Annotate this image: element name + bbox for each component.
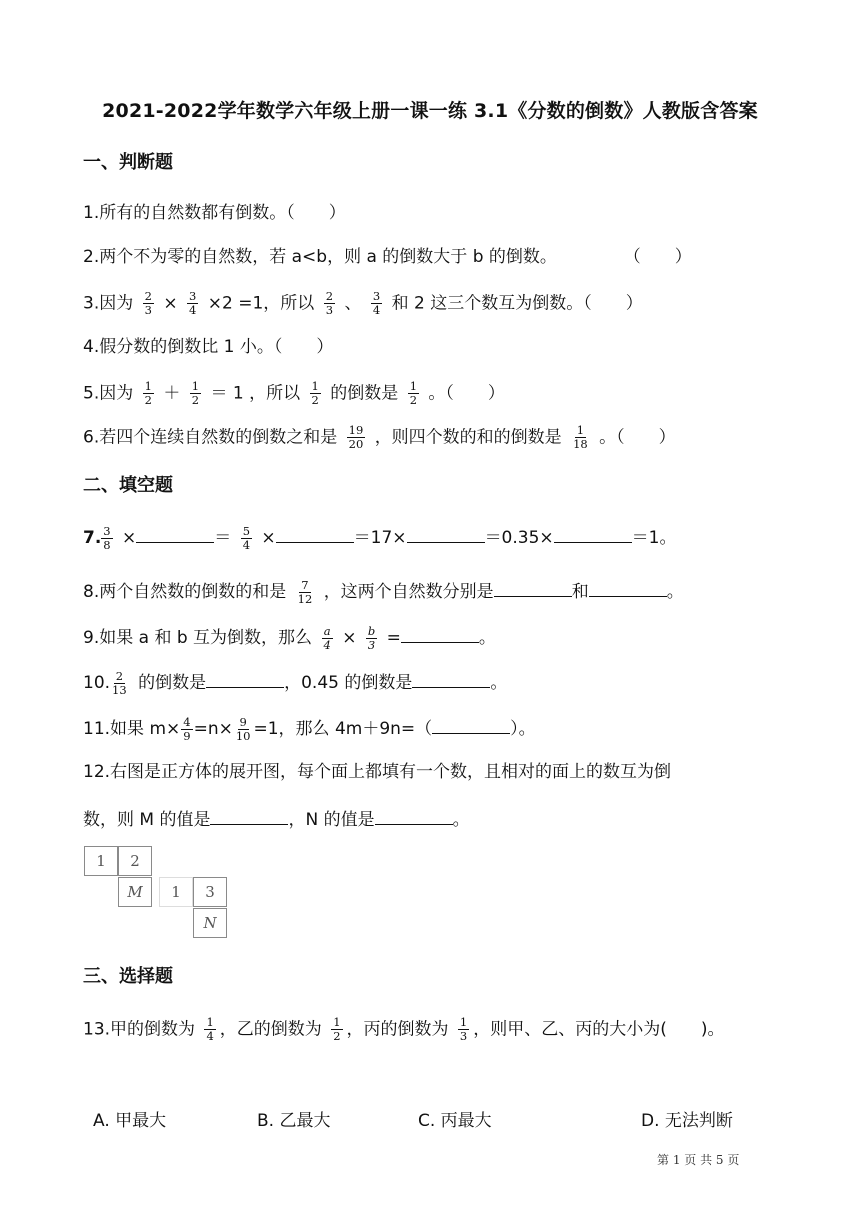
question-3-text-c: 和 2 这三个数互为倒数。（ ） <box>391 293 643 314</box>
question-11 <box>83 715 536 743</box>
question-3-text-a: 3.因为 <box>83 293 134 314</box>
fraction <box>331 1016 342 1043</box>
numerator: a <box>323 623 331 638</box>
question-8-text-a: 8.两个自然数的倒数的和是 <box>83 582 287 602</box>
answer-blank[interactable] <box>412 669 490 688</box>
fraction <box>143 290 154 317</box>
fraction <box>310 380 321 407</box>
fraction <box>234 716 253 743</box>
fraction <box>324 290 335 317</box>
denominator: 4 <box>372 303 381 317</box>
question-10 <box>83 669 507 697</box>
cube-face: 1 <box>159 877 193 907</box>
question-5-text-a: 5.因为 <box>83 383 134 404</box>
answer-blank[interactable] <box>206 669 284 688</box>
question-7 <box>83 524 677 552</box>
denominator: 2 <box>409 393 418 407</box>
denominator: 2 <box>144 393 152 407</box>
question-5-text-b: ＝ 1 ，所以 <box>210 383 301 404</box>
question-12-text-b: ，N 的值是 <box>288 810 375 830</box>
cube-face-m: M <box>118 877 152 907</box>
question-5-text-d: 。（ ） <box>428 383 505 404</box>
fraction <box>190 380 201 407</box>
question-6-text-a: 6.若四个连续自然数的倒数之和是 <box>83 427 338 448</box>
question-12-text-c: 。 <box>452 810 470 830</box>
answer-blank[interactable] <box>136 524 214 543</box>
question-9-text-d: 。 <box>478 628 496 648</box>
equals-sign: ＝ <box>214 528 232 548</box>
answer-blank[interactable] <box>375 806 453 825</box>
question-7-text-g: ＝1。 <box>631 528 677 548</box>
fraction <box>143 380 154 407</box>
document-title: 2021-2022学年数学六年级上册一课一练 3.1《分数的倒数》人教版含答案 <box>102 100 758 122</box>
numerator: 1 <box>191 379 200 393</box>
question-13-text-d: ，则甲、乙、丙的大小为( )。 <box>473 1019 725 1040</box>
question-13-text-c: ，丙的倒数为 <box>346 1019 449 1040</box>
option-b[interactable]: B. 乙最大 <box>257 1111 331 1131</box>
denominator: 4 <box>323 637 331 652</box>
question-13 <box>83 1016 725 1043</box>
question-10-text-d: 。 <box>490 673 508 693</box>
fraction <box>408 380 419 407</box>
question-8-text-b: ，这两个自然数分别是 <box>323 582 494 602</box>
question-8-text-d: 。 <box>666 582 684 602</box>
numerator: 5 <box>242 523 251 538</box>
answer-blank[interactable] <box>401 624 479 643</box>
question-10-text-c: ，0.45 的倒数是 <box>284 673 413 693</box>
numerator: 1 <box>409 379 418 393</box>
answer-blank[interactable] <box>494 578 572 597</box>
question-7-text-e: ＝17× <box>353 528 407 548</box>
fraction <box>366 625 377 652</box>
section-heading-true-false: 一、判断题 <box>83 152 173 173</box>
section-heading-fill-blank: 二、填空题 <box>83 475 173 496</box>
question-11-text-d: ）。 <box>510 719 536 739</box>
numerator: 7 <box>301 577 309 592</box>
denominator: 4 <box>242 537 251 552</box>
answer-blank[interactable] <box>210 806 288 825</box>
answer-blank[interactable] <box>554 524 632 543</box>
denominator: 4 <box>206 1029 214 1043</box>
cube-face-n: N <box>193 908 227 938</box>
question-13-text-b: ，乙的倒数为 <box>219 1019 322 1040</box>
numerator: 2 <box>325 289 334 303</box>
answer-blank[interactable] <box>276 524 354 543</box>
fraction <box>571 424 590 451</box>
times-sign: × <box>342 628 357 648</box>
question-13-text-a: 13.甲的倒数为 <box>83 1019 196 1040</box>
option-d[interactable]: D. 无法判断 <box>641 1111 733 1131</box>
question-11-text-c: =1，那么 4m＋9n=（ <box>253 719 433 739</box>
plus-sign: ＋ <box>163 383 181 404</box>
question-2 <box>83 245 692 269</box>
question-12-text-a: 数，则 M 的值是 <box>83 810 211 830</box>
fraction <box>181 716 192 743</box>
numerator: 9 <box>239 714 247 729</box>
denominator: 3 <box>459 1029 468 1043</box>
question-4: 4.假分数的倒数比 1 小。（ ） <box>83 337 334 357</box>
fraction <box>458 1016 469 1043</box>
option-a[interactable]: A. 甲最大 <box>93 1111 167 1131</box>
question-2-text: 2.两个不为零的自然数，若 a<b，则 a 的倒数大于 b 的倒数。 <box>83 247 557 267</box>
denominator: 9 <box>183 728 191 743</box>
option-c[interactable]: C. 丙最大 <box>418 1111 492 1131</box>
cube-face: 1 <box>84 846 118 876</box>
denominator: 13 <box>112 682 127 697</box>
cube-face: 2 <box>118 846 152 876</box>
cube-net-figure <box>84 846 234 942</box>
answer-blank[interactable] <box>589 578 667 597</box>
denominator: 2 <box>191 393 200 407</box>
question-5 <box>83 380 505 407</box>
fraction <box>371 290 382 317</box>
fraction <box>347 424 366 451</box>
numerator: 19 <box>348 423 364 437</box>
question-8 <box>83 578 684 606</box>
denominator: 2 <box>311 393 319 407</box>
denominator: 8 <box>103 537 111 552</box>
denominator: 3 <box>367 637 376 652</box>
question-9 <box>83 624 496 652</box>
denominator: 4 <box>189 303 197 317</box>
question-6-text-c: 。（ ） <box>599 427 676 448</box>
fraction <box>296 579 315 606</box>
numerator: 2 <box>115 668 124 683</box>
numerator: 2 <box>144 289 152 303</box>
times-sign: × <box>261 528 276 548</box>
question-12-line-1: 12.右图是正方体的展开图，每个面上都填有一个数，且相对的面上的数互为倒 <box>83 762 672 782</box>
fraction <box>321 625 332 652</box>
fraction <box>204 1016 215 1043</box>
times-sign: × <box>163 293 178 314</box>
denominator: 3 <box>144 303 152 317</box>
numerator: 1 <box>459 1015 468 1029</box>
denominator: 18 <box>573 437 588 451</box>
cube-face: 3 <box>193 877 227 907</box>
answer-blank[interactable] <box>432 715 510 734</box>
numerator: b <box>367 623 376 638</box>
numerator: 1 <box>144 379 152 393</box>
question-11-text-b: =n× <box>193 719 233 739</box>
numerator: 1 <box>333 1015 341 1029</box>
equals-sign: = <box>386 628 401 648</box>
question-1: 1.所有的自然数都有倒数。（ ） <box>83 203 346 223</box>
question-10-text-b: 的倒数是 <box>138 673 207 693</box>
answer-paren: （ ） <box>623 247 692 267</box>
question-3 <box>83 290 643 317</box>
question-3-text-b: ×2 =1，所以 <box>207 293 315 314</box>
numerator: 1 <box>576 423 585 437</box>
denominator: 10 <box>235 728 251 743</box>
numerator: 3 <box>189 289 197 303</box>
question-7-text-f: ＝0.35× <box>484 528 554 548</box>
question-7-number: 7. <box>83 528 102 548</box>
denominator: 12 <box>297 591 313 606</box>
numerator: 1 <box>206 1015 214 1029</box>
section-heading-multiple-choice: 三、选择题 <box>83 966 173 987</box>
answer-blank[interactable] <box>407 524 485 543</box>
denominator: 2 <box>333 1029 341 1043</box>
numerator: 4 <box>183 714 191 729</box>
fraction <box>110 670 129 697</box>
fraction <box>241 525 252 552</box>
numerator: 3 <box>103 523 111 538</box>
numerator: 1 <box>311 379 319 393</box>
denominator: 20 <box>348 437 364 451</box>
fraction <box>187 290 198 317</box>
question-9-text-a: 9.如果 a 和 b 互为倒数，那么 <box>83 628 313 648</box>
denominator: 3 <box>325 303 334 317</box>
question-6-text-b: ，则四个数的和的倒数是 <box>374 427 562 448</box>
question-5-text-c: 的倒数是 <box>330 383 399 404</box>
question-11-text-a: 11.如果 m× <box>83 719 181 739</box>
numerator: 3 <box>372 289 381 303</box>
question-12-line-2 <box>83 806 470 832</box>
question-6 <box>83 424 676 451</box>
question-10-number: 10. <box>83 673 111 693</box>
times-sign: × <box>122 528 137 548</box>
page-footer: 第 1 页 共 5 页 <box>657 1153 740 1167</box>
separator: 、 <box>344 293 362 314</box>
fraction <box>101 525 112 552</box>
question-8-text-c: 和 <box>571 582 589 602</box>
